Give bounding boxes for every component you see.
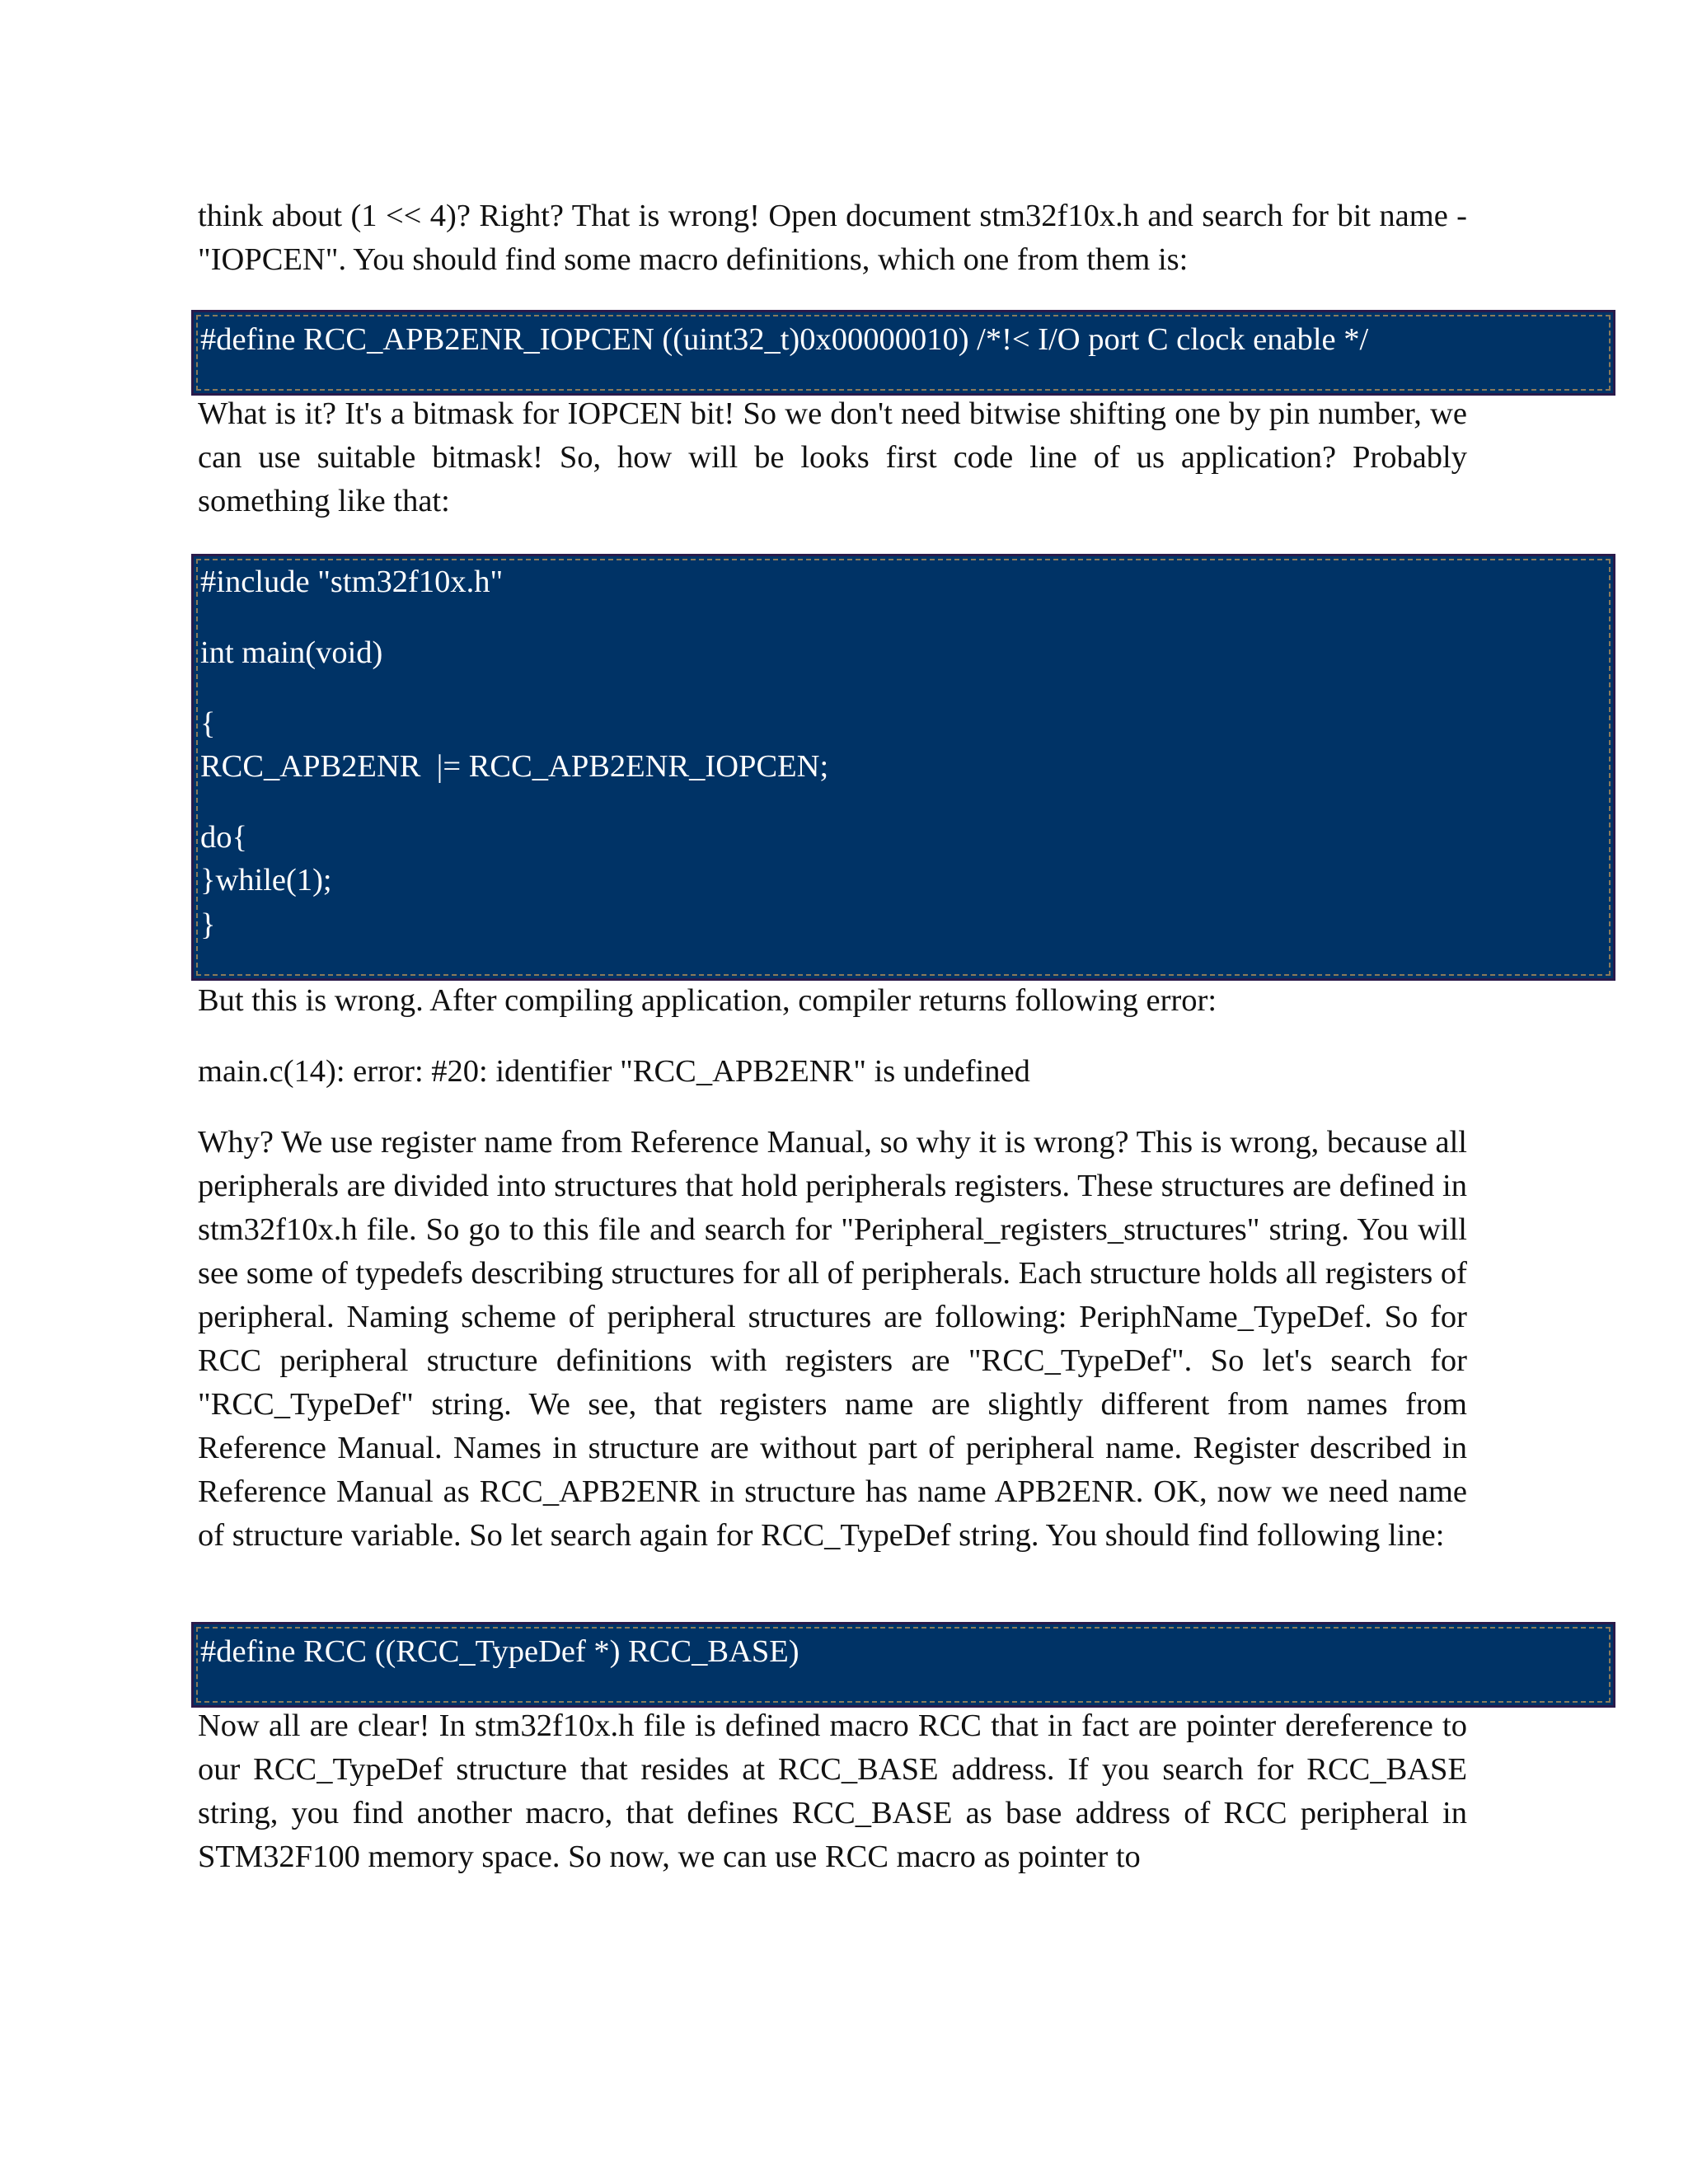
code-block-define-rcc	[191, 1622, 1615, 1708]
code-line: #include "stm32f10x.h"	[200, 565, 504, 599]
paragraph-error-message: main.c(14): error: #20: identifier "RCC_APB2ENR" is undefined	[198, 1054, 1030, 1089]
code-line: }	[200, 907, 216, 942]
paragraph-conclusion: Now all are clear! In stm32f10x.h file is defined macro RCC that in fact are pointer dereference to our RCC_TypeDef structure that resides at RCC_BASE address. If you search for RCC_BASE string, you find another macro, that defines RCC_BASE as base address of RCC peripheral in STM32F100 memory space. So now, we can use RCC macro as pointer to	[198, 1708, 1467, 1874]
code-line: RCC_APB2ENR |= RCC_APB2ENR_IOPCEN;	[200, 749, 829, 784]
paragraph-explanation: Why? We use register name from Reference Manual, so why it is wrong? This is wrong, because all peripherals are divided into structures that hold peripherals registers. These structures are defined in stm32f10x.h file. So go to this file and search for "Peripheral_registers_structures" string. You will see some of typedefs describing structures for all of peripherals. Each structure holds all registers of peripheral. Naming scheme of peripheral structures are following: PeriphName_TypeDef. So for RCC peripheral structure definitions with registers are "RCC_TypeDef". So let's search for "RCC_TypeDef" string. We see, that registers name are slightly different from names from Reference Manual. Names in structure are without part of peripheral name. Register described in Reference Manual as RCC_APB2ENR in structure has name APB2ENR. OK, now we need name of structure variable. So let search again for RCC_TypeDef string. You should find following line:	[198, 1125, 1467, 1553]
code-line: {	[200, 706, 216, 741]
code-block-define-iopcen	[191, 310, 1615, 396]
code-line: #define RCC_APB2ENR_IOPCEN ((uint32_t)0x00000010) /*!< I/O port C clock enable */	[200, 322, 1369, 357]
paragraph-intro: think about (1 << 4)? Right? That is wrong! Open document stm32f10x.h and search for bit name - "IOPCEN". You should find some macro definitions, which one from them is:	[198, 199, 1467, 277]
code-line: }while(1);	[200, 863, 332, 898]
paragraph-wrong: But this is wrong. After compiling application, compiler returns following error:	[198, 983, 1217, 1018]
code-block-main-program	[191, 554, 1615, 981]
paragraph-bitmask: What is it? It's a bitmask for IOPCEN bit! So we don't need bitwise shifting one by pin number, we can use suitable bitmask! So, how will be looks first code line of us application? Probably something like that:	[198, 396, 1467, 518]
code-line: int main(void)	[200, 635, 383, 670]
code-line: #define RCC ((RCC_TypeDef *) RCC_BASE)	[200, 1634, 799, 1669]
code-line: do{	[200, 820, 247, 855]
